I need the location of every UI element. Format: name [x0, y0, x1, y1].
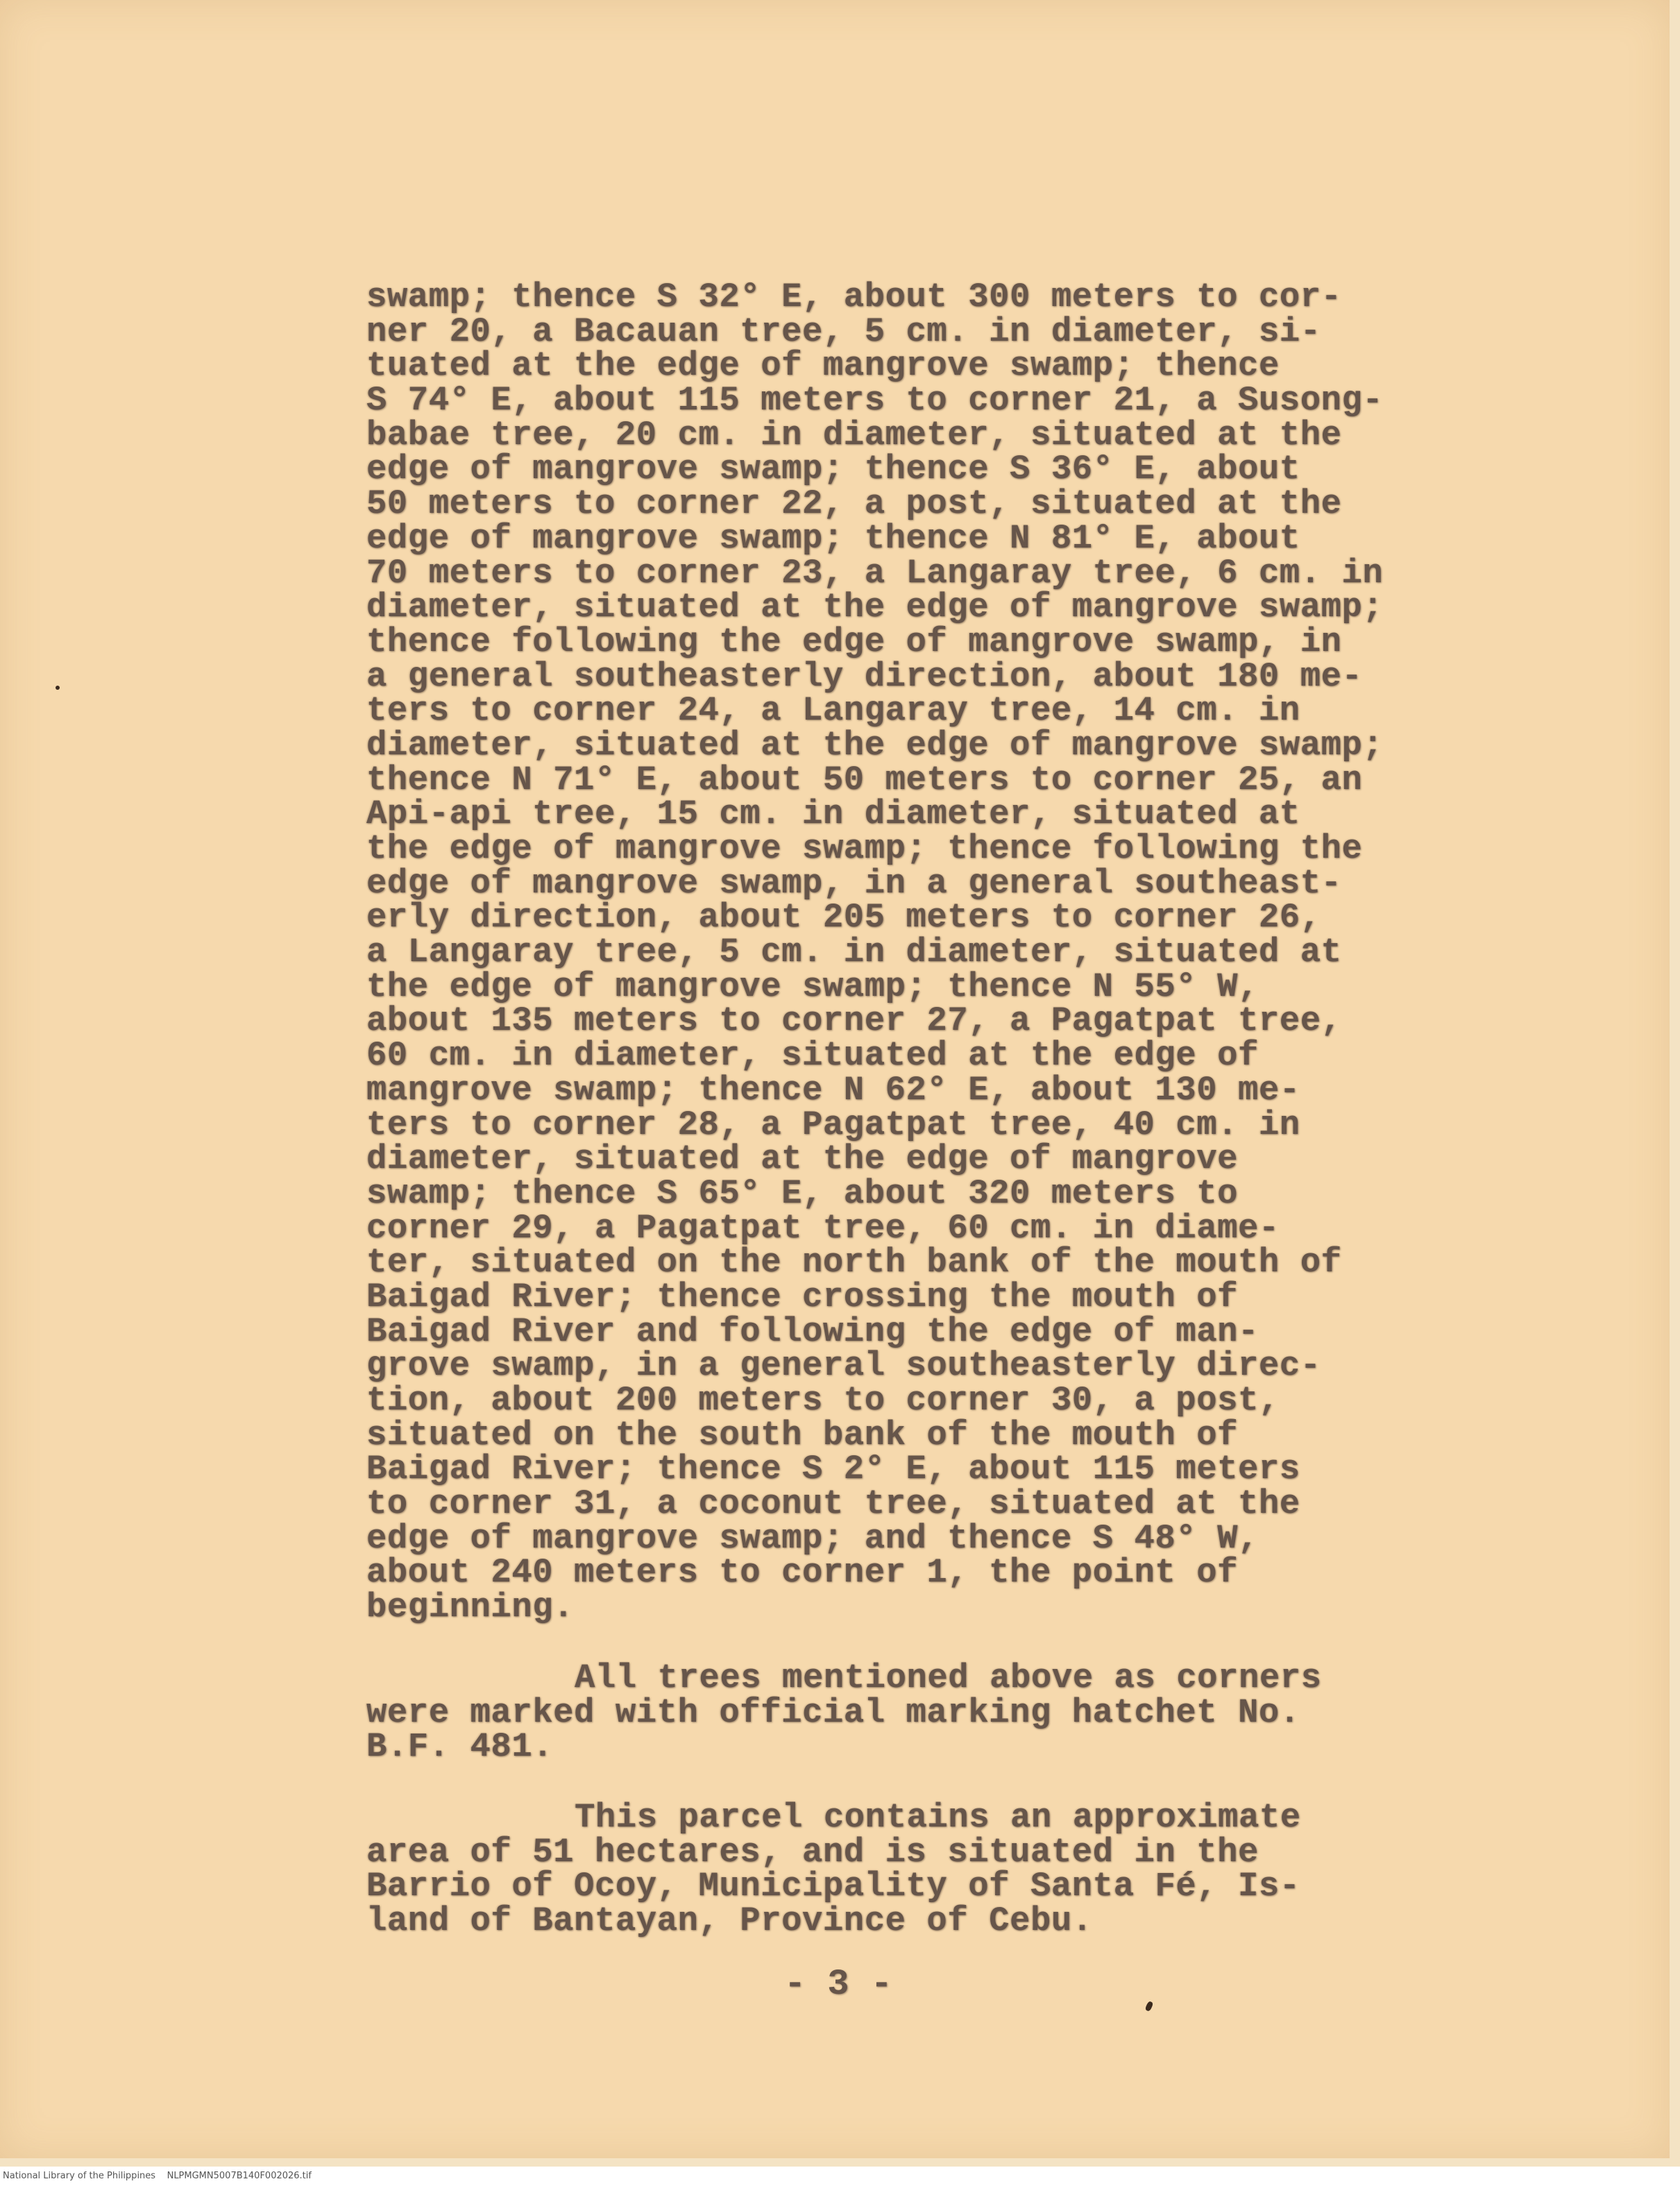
- text-line: Barrio of Ocoy, Municipality of Santa Fé, Is-: [366, 1867, 1300, 1906]
- text-line: the edge of mangrove swamp; thence N 55° W,: [366, 967, 1259, 1006]
- text-line: a Langaray tree, 5 cm. in diameter, situated at: [366, 933, 1342, 972]
- archive-footer: National Library of the Philippines NLPMGMN5007B140F002026.tif: [0, 2167, 1680, 2186]
- text-line: This parcel contains an approximate: [575, 1797, 1301, 1837]
- paragraph-spacer: [366, 1765, 1386, 1801]
- text-line: corner 29, a Pagatpat tree, 60 cm. in diame-: [366, 1208, 1280, 1248]
- text-line: ner 20, a Bacauan tree, 5 cm. in diameter, si-: [366, 312, 1321, 351]
- paragraph-description: [366, 280, 1386, 1625]
- text-line: about 240 meters to corner 1, the point of: [366, 1553, 1239, 1593]
- text-line: beginning.: [366, 1588, 575, 1627]
- text-line: Api-api tree, 15 cm. in diameter, situated at: [366, 795, 1300, 834]
- text-line: edge of mangrove swamp, in a general southeast-: [366, 863, 1342, 903]
- text-line: were marked with official marking hatchet No.: [366, 1693, 1300, 1732]
- text-line: to corner 31, a coconut tree, situated at the: [366, 1484, 1300, 1524]
- text-line: ters to corner 24, a Langaray tree, 14 cm. in: [366, 691, 1300, 731]
- text-line: area of 51 hectares, and is situated in the: [366, 1832, 1259, 1872]
- text-line: edge of mangrove swamp; and thence S 48° W,: [366, 1518, 1259, 1558]
- ink-speck: [56, 686, 60, 690]
- text-line: S 74° E, about 115 meters to corner 21, a Susong-: [366, 381, 1384, 421]
- text-line: diameter, situated at the edge of mangrove swamp;: [366, 725, 1384, 765]
- text-line: tuated at the edge of mangrove swamp; thence: [366, 346, 1280, 386]
- text-line: diameter, situated at the edge of mangrove: [366, 1139, 1239, 1179]
- text-line: thence N 71° E, about 50 meters to corner 25, an: [366, 760, 1363, 799]
- page-number: - 3 -: [783, 1964, 893, 2005]
- ink-speck: [1144, 2001, 1153, 2012]
- text-line: the edge of mangrove swamp; thence following the: [366, 829, 1363, 868]
- text-line: swamp; thence S 65° E, about 320 meters to: [366, 1174, 1239, 1213]
- text-line: All trees mentioned above as corners: [575, 1658, 1322, 1697]
- text-line: edge of mangrove swamp; thence S 36° E, about: [366, 450, 1300, 489]
- text-line: land of Bantayan, Province of Cebu.: [366, 1901, 1093, 1940]
- text-line: tion, about 200 meters to corner 30, a post,: [366, 1381, 1280, 1420]
- text-line: Baigad River; thence crossing the mouth of: [366, 1277, 1239, 1316]
- text-line: ters to corner 28, a Pagatpat tree, 40 cm. in: [366, 1105, 1300, 1144]
- text-line: ter, situated on the north bank of the mouth of: [366, 1243, 1342, 1282]
- paragraph-area: [366, 1797, 1386, 1940]
- text-line: Baigad River and following the edge of man-: [366, 1312, 1259, 1351]
- paragraph-trees-marked: [366, 1658, 1386, 1767]
- text-line: edge of mangrove swamp; thence N 81° E, about: [366, 518, 1300, 558]
- text-line: Baigad River; thence S 2° E, about 115 meters: [366, 1450, 1300, 1489]
- paragraph-spacer: [366, 1625, 1386, 1661]
- text-line: situated on the south bank of the mouth of: [366, 1415, 1239, 1455]
- text-line: thence following the edge of mangrove swamp, in: [366, 622, 1342, 661]
- text-line: babae tree, 20 cm. in diameter, situated at the: [366, 415, 1342, 455]
- text-line: 50 meters to corner 22, a post, situated at the: [366, 484, 1342, 524]
- document-body: [366, 280, 1386, 1939]
- text-line: diameter, situated at the edge of mangrove swamp;: [366, 588, 1384, 627]
- text-line: mangrove swamp; thence N 62° E, about 130 me-: [366, 1070, 1300, 1110]
- text-line: swamp; thence S 32° E, about 300 meters to cor-: [366, 278, 1342, 316]
- text-line: 70 meters to corner 23, a Langaray tree, 6 cm. in: [366, 553, 1384, 593]
- text-line: 60 cm. in diameter, situated at the edge of: [366, 1036, 1259, 1076]
- text-line: grove swamp, in a general southeasterly direc-: [366, 1346, 1321, 1386]
- text-line: a general southeasterly direction, about 180 me-: [366, 656, 1363, 696]
- text-line: B.F. 481.: [366, 1727, 554, 1767]
- text-line: erly direction, about 205 meters to corner 26,: [366, 898, 1321, 938]
- text-line: about 135 meters to corner 27, a Pagatpat tree,: [366, 1001, 1342, 1041]
